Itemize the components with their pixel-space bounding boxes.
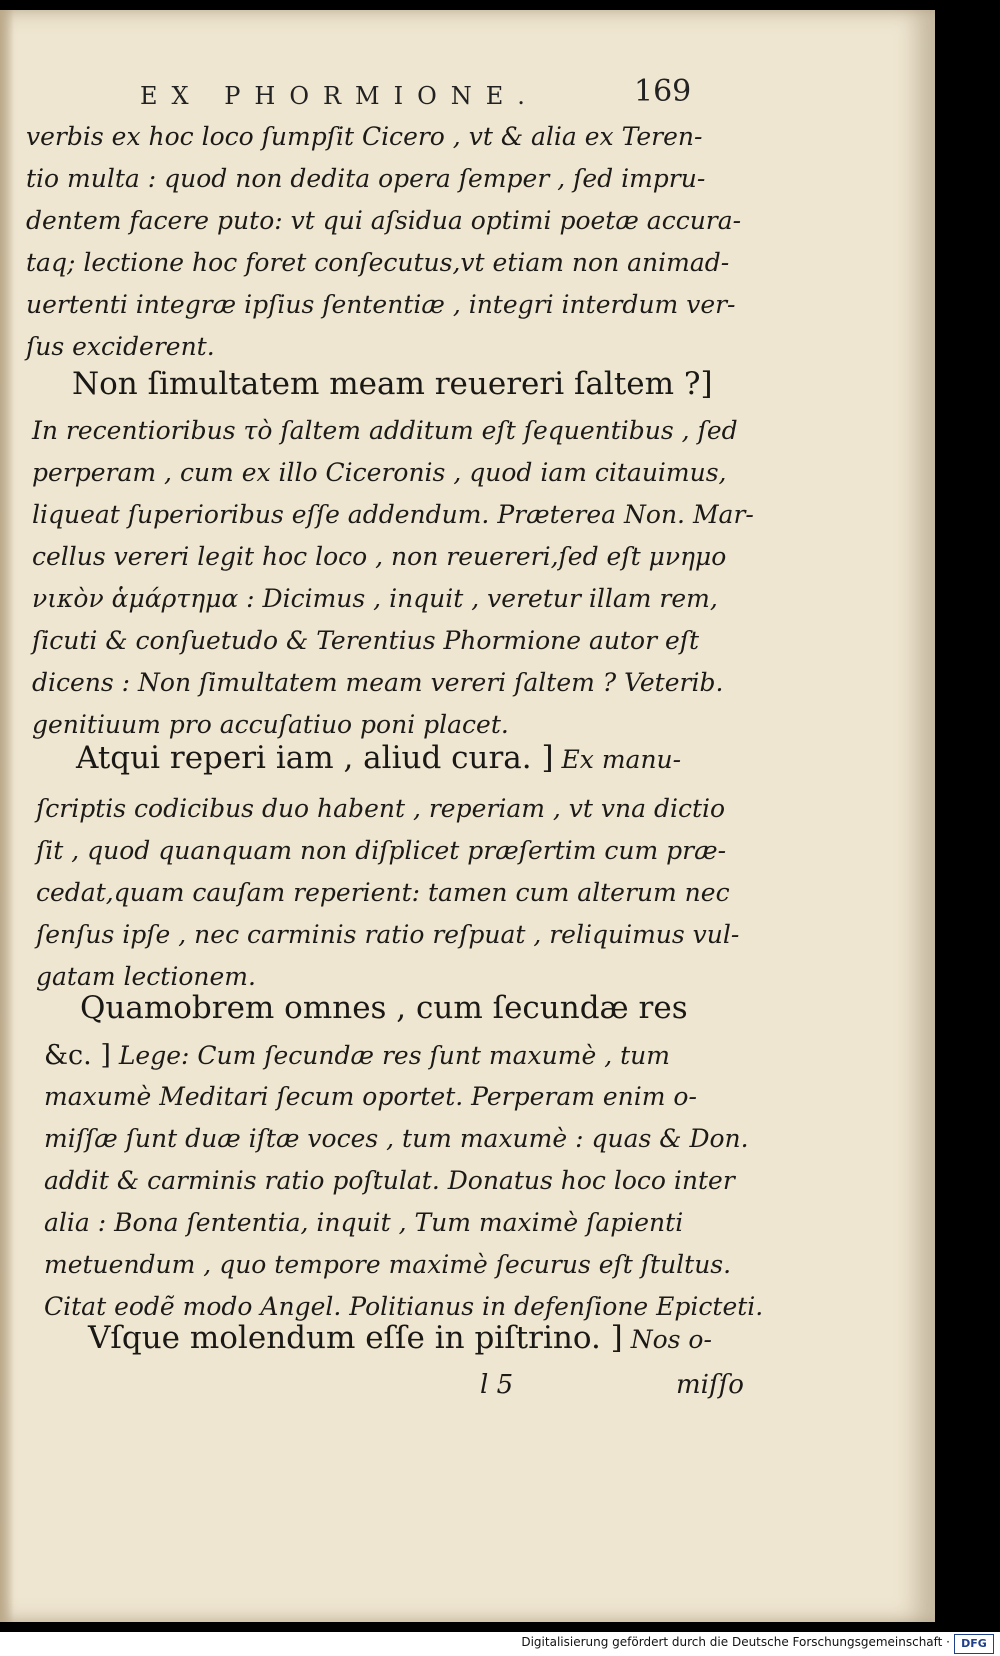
lemma-line <box>88 1320 712 1356</box>
lemma-comment: Lege: Cum ſecundæ res ſunt maxumè , tum <box>118 1041 670 1070</box>
page-gutter-shadow <box>0 10 14 1622</box>
text-line: metuendum , quo tempore maximè ſecurus eſt ſtultus. <box>44 1250 732 1279</box>
book-page <box>0 10 935 1622</box>
lemma-heading: Vſque molendum eſſe in piſtrino. ] <box>88 1320 623 1356</box>
lemma-line <box>76 740 681 776</box>
lemma-heading: Non ſimultatem meam reuereri ſaltem ?] <box>72 366 713 402</box>
footer-bar <box>0 1632 1000 1656</box>
footer-credit: Digitalisierung gefördert durch die Deutsche Forschungsgemeinschaft · <box>521 1635 950 1649</box>
text-line: taq; lectione hoc foret conſecutus,vt etiam non animad- <box>26 248 730 277</box>
text-line: Citat eodẽ modo Angel. Politianus in defenſione Epicteti. <box>44 1292 764 1321</box>
text-line: addit & carminis ratio poſtulat. Donatus hoc loco inter <box>44 1166 735 1195</box>
text-line: cellus vereri legit hoc loco , non reuereri,ſed eſt μνημο <box>32 542 727 571</box>
text-line: genitiuum pro accuſatiuo poni placet. <box>32 710 509 739</box>
text-line: verbis ex hoc loco ſumpſit Cicero , vt & alia ex Teren- <box>26 122 703 151</box>
catchword: miſſo <box>676 1370 744 1400</box>
text-line: maxumè Meditari ſecum oportet. Perperam enim o- <box>44 1082 697 1111</box>
text-line: ſcriptis codicibus duo habent , reperiam , vt vna dictio <box>36 794 726 823</box>
lemma-line <box>44 1040 670 1071</box>
text-line: liqueat ſuperioribus eſſe addendum. Præterea Non. Mar- <box>32 500 754 529</box>
text-line: ſicuti & conſuetudo & Terentius Phormione autor eſt <box>32 626 700 655</box>
page-number: 169 <box>634 74 692 109</box>
text-line: gatam lectionem. <box>36 962 256 991</box>
text-line: In recentioribus τὸ ſaltem additum eſt ſequentibus , ſed <box>32 416 738 445</box>
text-line: miſſæ ſunt duæ iſtæ voces , tum maxumè : quas & Don. <box>44 1124 749 1153</box>
text-line: ſit , quod quanquam non diſplicet præſertim cum præ- <box>36 836 727 865</box>
dfg-logo-icon: DFG <box>954 1634 994 1654</box>
lemma-heading: Atqui reperi iam , aliud cura. ] <box>76 740 554 776</box>
text-line: dentem facere puto: vt qui aſsidua optimi poetæ accura- <box>26 206 742 235</box>
lemma-heading: Quamobrem omnes , cum ſecundæ res <box>80 990 688 1026</box>
text-line: ſenſus ipſe , nec carminis ratio reſpuat , reliquimus vul- <box>36 920 740 949</box>
text-line: uertenti integræ ipſius ſententiæ , integri interdum ver- <box>26 290 736 319</box>
text-line: alia : Bona ſententia, inquit , Tum maximè ſapienti <box>44 1208 684 1237</box>
signature-mark: l 5 <box>480 1370 514 1400</box>
text-line: dicens : Non ſimultatem meam vereri ſaltem ? Veterib. <box>32 668 724 697</box>
lemma-comment: Nos o- <box>630 1325 712 1354</box>
text-line: ſus exciderent. <box>26 332 215 361</box>
text-line: νικὸν ἁμάρτημα : Dicimus , inquit , veretur illam rem, <box>32 584 718 613</box>
lemma-comment: Ex manu- <box>561 745 682 774</box>
text-line: cedat,quam cauſam reperient: tamen cum alterum nec <box>36 878 730 907</box>
lemma-heading: &c. ] <box>44 1040 111 1071</box>
text-line: tio multa : quod non dedita opera ſemper , ſed impru- <box>26 164 706 193</box>
text-line: perperam , cum ex illo Ciceronis , quod iam citauimus, <box>32 458 727 487</box>
running-head: EX PHORMIONE. <box>140 82 539 110</box>
